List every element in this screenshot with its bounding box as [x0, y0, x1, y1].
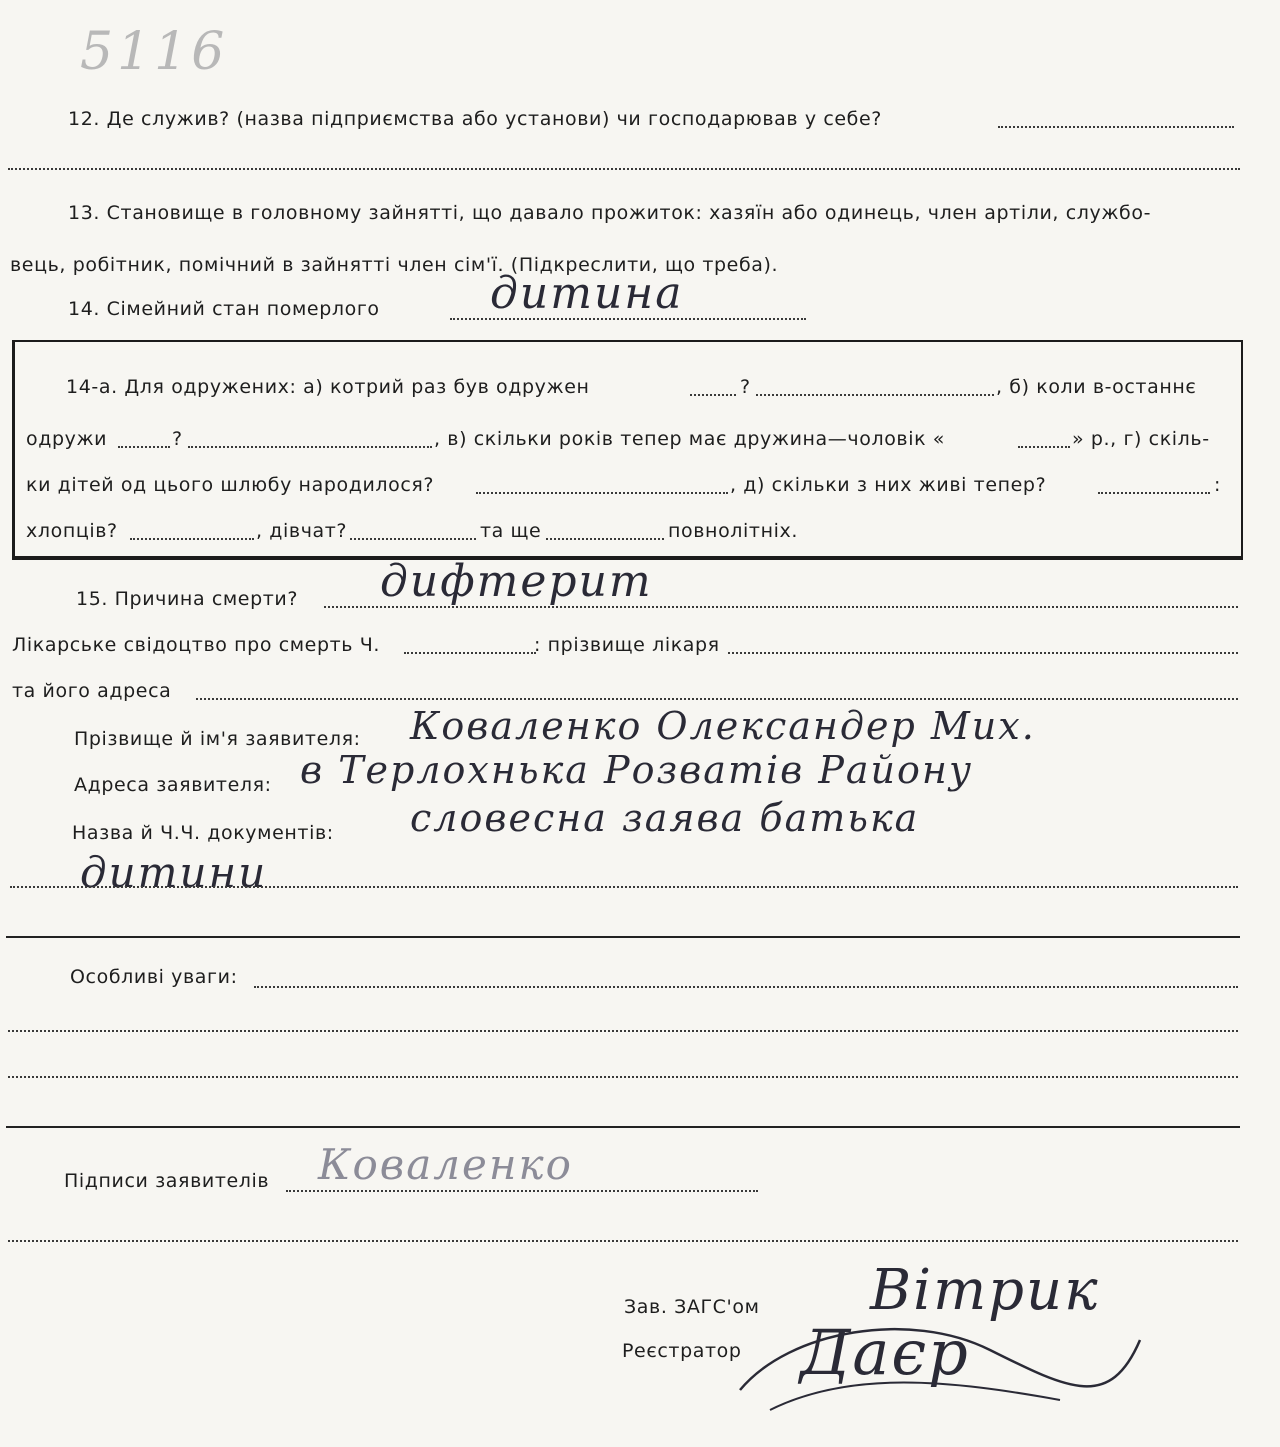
q15-label: 15. Причина смерти?: [76, 588, 299, 610]
medical-number-line: [404, 652, 536, 654]
q14a-blank: [350, 538, 476, 540]
q12-label: 12. Де служив? (назва підприємства або установи) чи господарював у себе?: [68, 108, 882, 130]
q14a-blank: [546, 538, 664, 540]
q14a-blank: [118, 446, 170, 448]
q12-answer-line-2: [8, 168, 1240, 170]
section-divider: [6, 1126, 1240, 1128]
q15-answer-handwritten: дифтерит: [380, 556, 653, 607]
q14a-line3-b: , д) скільки з них живі тепер?: [730, 474, 1047, 496]
q14a-line1-a: 14-а. Для одружених: а) котрий раз був одружен: [66, 376, 590, 398]
q14a-line2-a: одружи: [26, 428, 108, 450]
doctor-address-line: [196, 698, 1238, 700]
medical-label-b: : прізвище лікаря: [534, 634, 720, 656]
zags-head-signature: Вітрик: [870, 1258, 1100, 1323]
registrar-signature: Даєр: [800, 1316, 970, 1389]
q14a-line4-b: , дівчат?: [256, 520, 348, 542]
q14a-blank: [756, 394, 994, 396]
q14a-line1-c: , б) коли в-останнє: [996, 376, 1197, 398]
applicant-name-handwritten: Коваленко Олександер Мих.: [410, 704, 1036, 748]
applicant-signatures-label: Підписи заявителів: [64, 1170, 270, 1192]
q14a-blank: [476, 492, 728, 494]
q14a-blank: [1018, 446, 1070, 448]
q14a-line4-c: та ще: [480, 520, 542, 542]
q12-answer-line: [998, 126, 1234, 128]
medical-label-a: Лікарське свідоцтво про смерть Ч.: [12, 634, 380, 656]
q13-line2: вець, робітник, помічний в зайнятті член сім'ї. (Підкреслити, що треба).: [10, 254, 779, 276]
margin-note: 5116: [80, 22, 229, 82]
q14a-blank: [130, 538, 254, 540]
docs-line-2: [10, 886, 1238, 888]
q14a-blank: [1098, 492, 1210, 494]
applicant-docs-label: Назва й Ч.Ч. документів:: [72, 822, 334, 844]
doctor-name-line: [728, 652, 1238, 654]
q13-line1: 13. Становище в головному зайнятті, що давало прожиток: хазяїн або одинець, член артіли, службо-: [68, 202, 1152, 224]
q14a-line4-d: повнолітніх.: [668, 520, 798, 542]
q14a-line1-b: ?: [740, 376, 751, 398]
remarks-label: Особливі уваги:: [70, 966, 238, 988]
zags-head-label: Зав. ЗАГС'ом: [624, 1296, 760, 1318]
remarks-line: [8, 1076, 1238, 1078]
applicant-name-label: Прізвище й ім'я заявителя:: [74, 728, 361, 750]
medical-label-c: та його адреса: [12, 680, 172, 702]
q14a-blank: [188, 446, 432, 448]
q14-label: 14. Сімейний стан померлого: [68, 298, 380, 320]
q14a-line2-c: , в) скільки років тепер має дружина—чоловік «: [434, 428, 946, 450]
q14a-line2-d: » р., г) скіль-: [1072, 428, 1210, 450]
registrar-label: Реєстратор: [622, 1340, 742, 1362]
applicant-signature-line: [286, 1190, 758, 1192]
q14a-line3-c: :: [1214, 474, 1222, 496]
applicant-docs-handwritten-cont: дитини: [80, 848, 268, 897]
applicant-docs-handwritten: словесна заява батька: [410, 796, 920, 840]
q14a-box: [12, 340, 1243, 560]
q14a-line3-a: ки дітей од цього шлюбу народилося?: [26, 474, 435, 496]
applicant-signature-handwritten: Коваленко: [318, 1140, 573, 1189]
q14a-blank: [690, 394, 736, 396]
remarks-line: [254, 986, 1238, 988]
applicant-address-handwritten: в Терлохнька Розватів Району: [300, 748, 973, 792]
q14a-line4-a: хлопців?: [26, 520, 118, 542]
remarks-line: [8, 1030, 1238, 1032]
q14-answer-handwritten: дитина: [490, 268, 684, 319]
signature-flourish: [730, 1270, 1150, 1430]
signature-line-2: [8, 1240, 1238, 1242]
q14a-line2-b: ?: [172, 428, 183, 450]
applicant-address-label: Адреса заявителя:: [74, 774, 272, 796]
section-divider: [6, 936, 1240, 938]
